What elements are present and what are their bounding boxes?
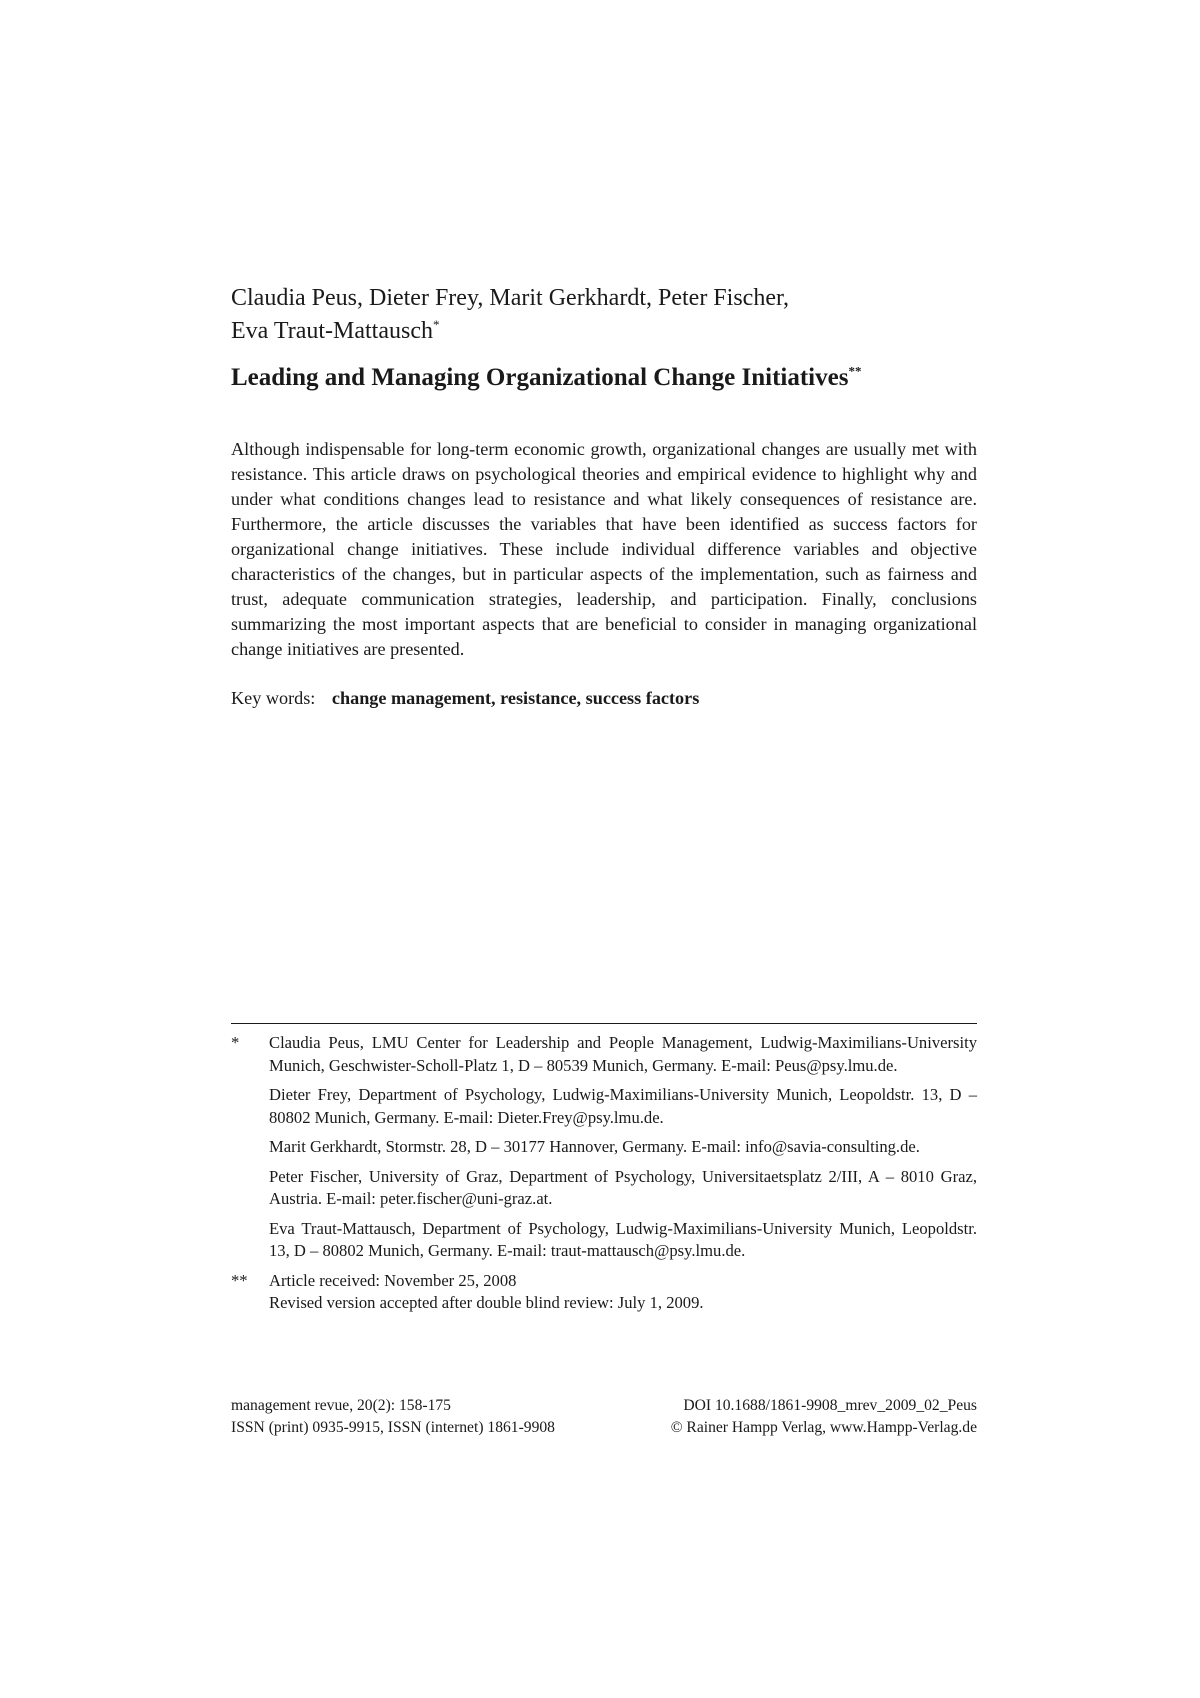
- abstract: Although indispensable for long-term economic growth, organizational changes are usually met with resistance. This article draws on psychological theories and empirical evidence to highlight why and under what conditions changes lead to resistance and what likely consequences of resistance are. Furthermore, the article discusses the variables that have been identified as success factors for organizational change initiatives. These include individual difference variables and objective characteristics of the changes, but in particular aspects of the implementation, such as fairness and trust, adequate communication strategies, leadership, and participation. Finally, conclusions summarizing the most important aspects that are beneficial to consider in managing organizational change initiatives are presented.: [231, 439, 977, 659]
- author-list: [231, 282, 977, 348]
- journal-publisher: © Rainer Hampp Verlag, www.Hampp-Verlag.de: [670, 1419, 977, 1436]
- title-footnote-mark: **: [848, 363, 862, 379]
- affiliation-gerkhardt: Marit Gerkhardt, Stormstr. 28, D – 30177 Hannover, Germany. E-mail: info@savia-consulting.de.: [269, 1137, 920, 1156]
- revised-date: Revised version accepted after double blind review: July 1, 2009.: [269, 1293, 704, 1312]
- journal-info: [231, 1395, 977, 1439]
- author-footnote-mark: *: [432, 317, 440, 332]
- article-title-text: Leading and Managing Organizational Change Initiatives: [231, 364, 849, 391]
- article-history-footnote: [231, 1270, 977, 1315]
- affiliation-fischer: Peter Fischer, University of Graz, Department of Psychology, Universitaetsplatz 2/III, A – 8010 Graz, Austria. E-mail: peter.fischer@uni-graz.at.: [269, 1166, 977, 1208]
- author-affiliations-footnote: [231, 1032, 977, 1263]
- affiliation-list: [269, 1032, 977, 1263]
- author-list-line-1: Claudia Peus, Dieter Frey, Marit Gerkhardt, Peter Fischer,: [231, 285, 789, 311]
- article-header: [231, 282, 977, 711]
- article-history: [269, 1270, 977, 1315]
- journal-info-left: [231, 1395, 555, 1439]
- keywords-label: Key words:: [231, 688, 316, 708]
- journal-info-right: [671, 1395, 977, 1439]
- keywords: [231, 686, 977, 711]
- footnote-mark-double: **: [231, 1270, 248, 1290]
- keywords-terms: change management, resistance, success factors: [331, 688, 700, 708]
- affiliation-traut-mattausch: Eva Traut-Mattausch, Department of Psychology, Ludwig-Maximilians-University Munich, Leopoldstr. 13, D – 80802 Munich, Germany. E-mail: traut-mattausch@psy.lmu.de.: [269, 1218, 977, 1260]
- journal-issn: ISSN (print) 0935-9915, ISSN (internet) 1861-9908: [231, 1419, 555, 1436]
- journal-doi: DOI 10.1688/1861-9908_mrev_2009_02_Peus: [683, 1397, 977, 1414]
- author-list-line-2: Eva Traut-Mattausch: [231, 318, 433, 344]
- footnote-mark-single: *: [231, 1033, 240, 1052]
- affiliation-frey: Dieter Frey, Department of Psychology, Ludwig-Maximilians-University Munich, Leopoldstr. 13, D – 80802 Munich, Germany. E-mail: Dieter.Frey@psy.lmu.de.: [269, 1085, 977, 1127]
- article-title: [231, 362, 977, 394]
- journal-citation: management revue, 20(2): 158-175: [231, 1397, 451, 1414]
- received-date: Article received: November 25, 2008: [269, 1270, 517, 1290]
- footnotes: [231, 1023, 977, 1322]
- affiliation-peus: Claudia Peus, LMU Center for Leadership and People Management, Ludwig-Maximilians-University Munich, Geschwister-Scholl-Platz 1, D – 80539 Munich, Germany. E-mail: Peus@psy.lmu.de.: [269, 1033, 977, 1075]
